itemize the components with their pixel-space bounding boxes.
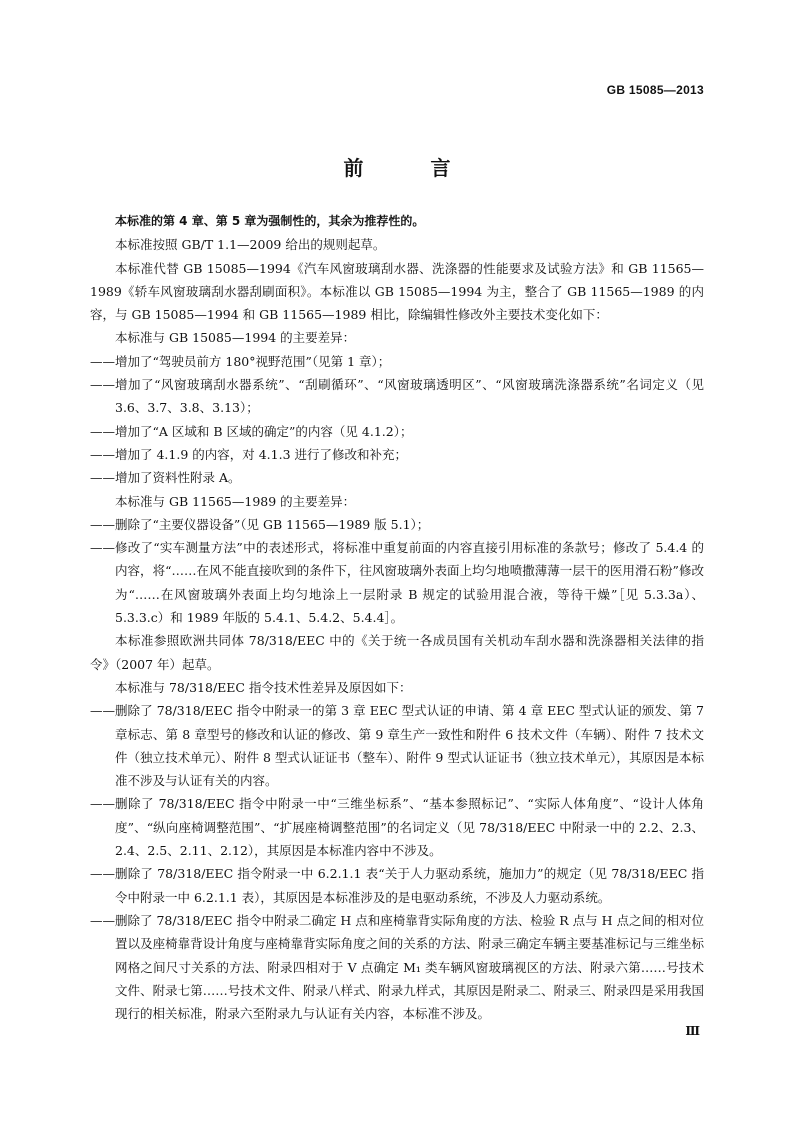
- page-title: 前 言: [343, 156, 481, 180]
- list-item: —— 增加了资料性附录 A。: [90, 470, 241, 486]
- reference-statement: 本标准参照欧洲共同体 78/318/EEC 中的《关于统一各成员国有关机动车刮水器和洗涤器相关法律的指令》（2007 年）起草。: [90, 633, 704, 672]
- changes-1989-heading: 本标准与 GB 11565—1989 的主要差异：: [115, 493, 356, 509]
- list-item: —— 修改了“实车测量方法”中的表述形式，将标准中重复前面的内容直接引用标准的条款号；修改了 5.4.4 的内容，将“……在风不能直接吹到的条件下，往风窗玻璃外表面上均匀地喷撒薄薄一层干的医用滑石粉”修改为“……在风窗玻璃外表面上均匀地涂上一层附录 B 规定的试验用混合液，等待干燥”［见 5.3.3a）、5.3.3.c）和 1989 年版的 5.4.1、5.4.2、5.4.4］。: [90, 540, 704, 626]
- mandatory-note: 本标准的第 4 章、第 5 章为强制性的，其余为推荐性的。: [115, 214, 425, 228]
- list-item: —— 增加了 4.1.9 的内容，对 4.1.3 进行了修改和补充；: [90, 446, 408, 462]
- list-item: —— 增加了“驾驶员前方 180°视野范围”（见第 1 章）；: [90, 353, 391, 369]
- changes-1994-heading: 本标准与 GB 15085—1994 的主要差异：: [115, 330, 356, 346]
- list-item: —— 删除了 78/318/EEC 指令中附录一中“三维坐标系”、“基本参照标记”、“实际人体角度”、“设计人体角度”、“纵向座椅调整范围”、“扩展座椅调整范围”的名词定义（见 78/318/EEC 中附录一中的 2.2、2.3、2.4、2.5、2.11、2.12），其原因是本标准内容中不涉及。: [90, 796, 704, 859]
- list-item: —— 删除了 78/318/EEC 指令附录一中 6.2.1.1 表“关于人力驱动系统，施加力”的规定（见 78/318/EEC 指令中附录一中 6.2.1.1 表），其原因是本标准涉及的是电驱动系统，不涉及人力驱动系统。: [90, 866, 704, 905]
- standard-code: GB 15085—2013: [606, 83, 704, 97]
- replacement-statement: 本标准代替 GB 15085—1994《汽车风窗玻璃刮水器、洗涤器的性能要求及试验方法》和 GB 11565—1989《轿车风窗玻璃刮水器刮刷面积》。本标准以 GB 15085—1994 为主，整合了 GB 11565—1989 的内容，与 GB 15085—1994 和 GB 11565—1989 相比，除编辑性修改外主要技术变化如下：: [90, 260, 704, 323]
- list-item: —— 删除了 78/318/EEC 指令中附录二确定 H 点和座椅靠背实际角度的方法、检验 R 点与 H 点之间的相对位置以及座椅靠背设计角度与座椅靠背实际角度之间的关系的方法、附录三确定车辆主要基准标记与三维坐标网格之间尺寸关系的方法、附录四相对于 V 点确定 M₁ 类车辆风窗玻璃视区的方法、附录六第……号技术文件、附录七第……号技术文件、附录八样式、附录九样式，其原因是附录二、附录三、附录四是采用我国现行的相关标准，附录六至附录九与认证有关内容，本标准不涉及。: [90, 912, 705, 1022]
- page-number: Ⅲ: [685, 1024, 700, 1038]
- drafting-rule: 本标准按照 GB/T 1.1—2009 给出的规则起草。: [115, 237, 386, 253]
- list-item: —— 删除了“主要仪器设备”（见 GB 11565—1989 版 5.1）；: [90, 516, 430, 532]
- eec-diff-heading: 本标准与 78/318/EEC 指令技术性差异及原因如下：: [115, 679, 412, 695]
- list-item: —— 删除了 78/318/EEC 指令中附录一的第 3 章 EEC 型式认证的申请、第 4 章 EEC 型式认证的颁发、第 7 章标志、第 8 章型号的修改和认证的修改、第 9 章生产一致性和附件 6 技术文件（车辆）、附件 7 技术文件（独立技术单元）、附件 8 型式认证证书（整车）、附件 9 型式认证证书（独立技术单元），其原因是本标准不涉及与认证有关的内容。: [90, 703, 704, 789]
- list-item: —— 增加了“A 区域和 B 区域的确定”的内容（见 4.1.2）；: [90, 423, 413, 439]
- preface-body: [90, 210, 704, 1025]
- list-item: —— 增加了“风窗玻璃刮水器系统”、“刮刷循环”、“风窗玻璃透明区”、“风窗玻璃洗涤器系统”名词定义（见 3.6、3.7、3.8、3.13）；: [90, 377, 704, 416]
